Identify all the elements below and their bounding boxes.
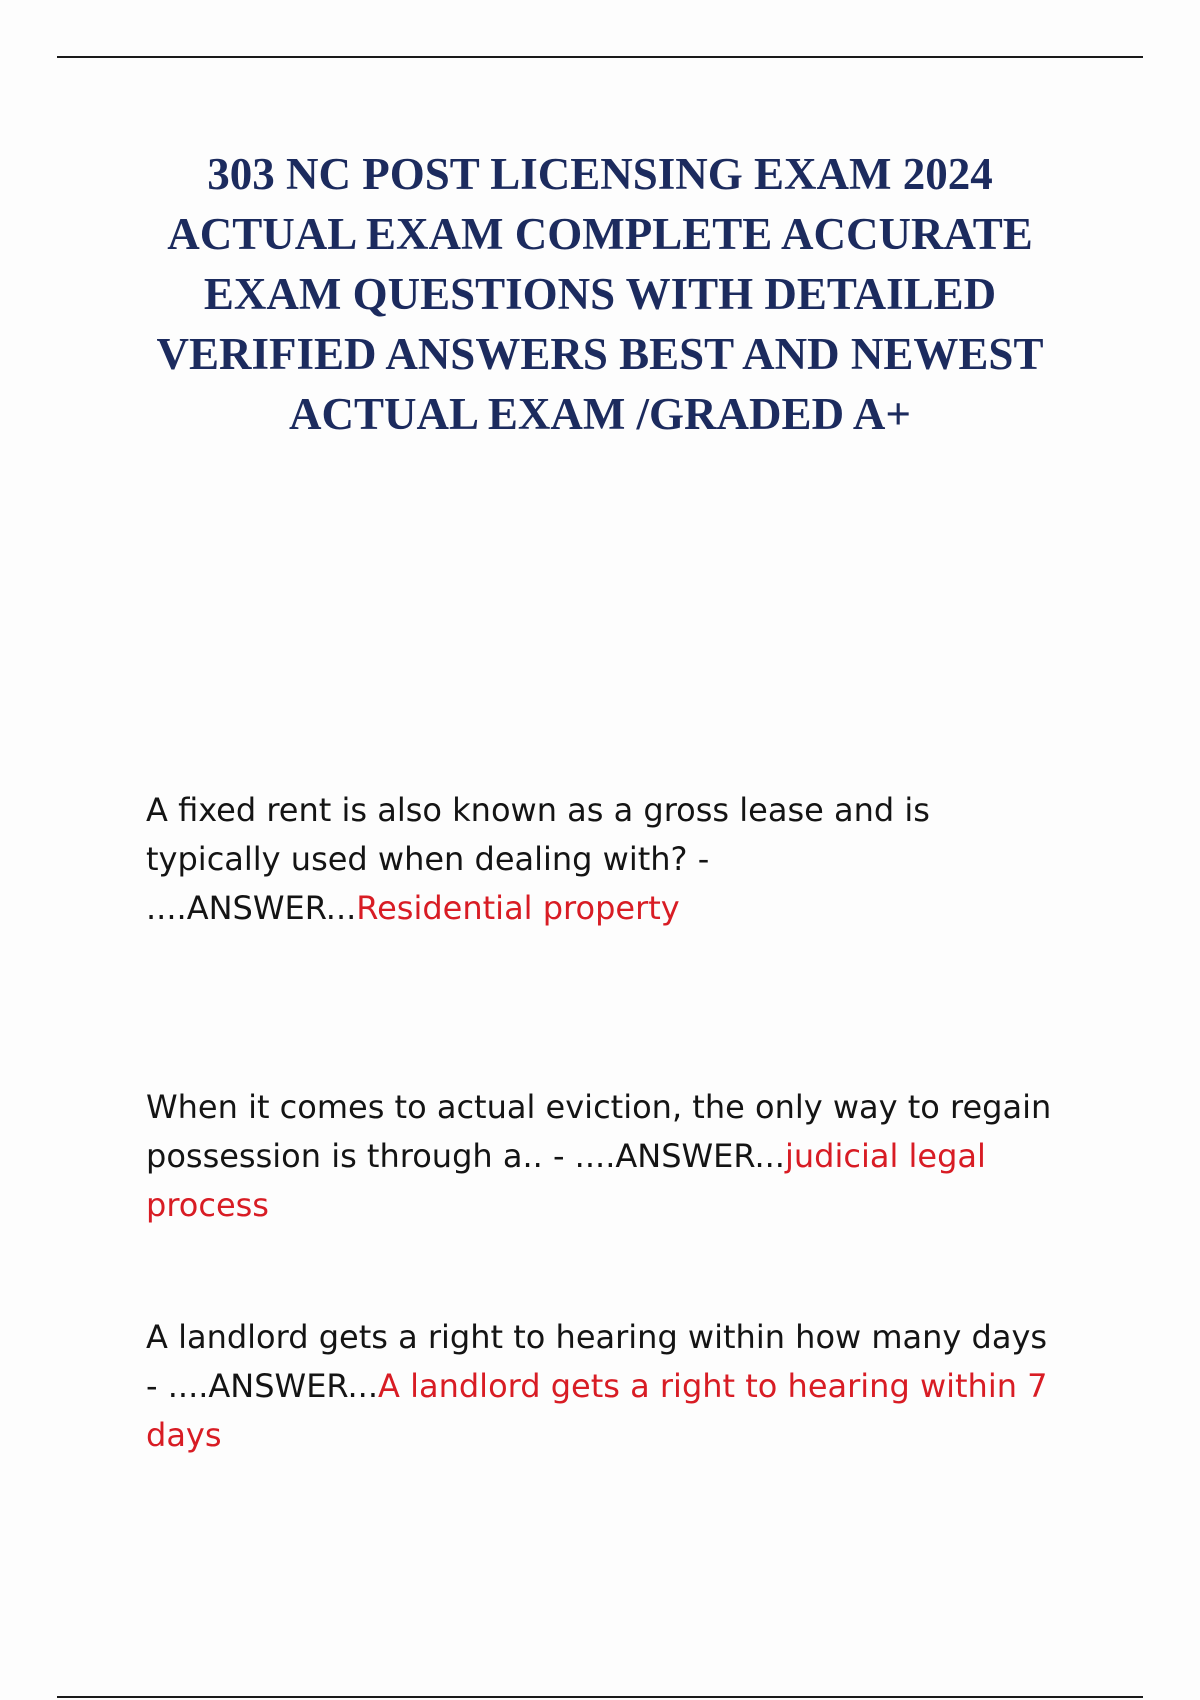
question-text: When it comes to actual eviction, the only way to regain possession is through a.. - [146, 1088, 1052, 1175]
qa-item [146, 1083, 1066, 1230]
answer-prefix: ....ANSWER... [167, 1367, 379, 1405]
top-rule [57, 56, 1143, 58]
answer-prefix: ....ANSWER... [146, 889, 357, 927]
answer-text: A landlord gets a right to hearing within 7 days [146, 1367, 1048, 1454]
qa-item [146, 1313, 1066, 1460]
question-text: A landlord gets a right to hearing within how many days - [146, 1318, 1048, 1405]
qa-item [146, 786, 1066, 933]
question-text: A fixed rent is also known as a gross lease and is typically used when dealing with? - [146, 791, 930, 878]
answer-text: judicial legal process [146, 1137, 986, 1224]
document-title: 303 NC POST LICENSING EXAM 2024 ACTUAL EXAM COMPLETE ACCURATE EXAM QUESTIONS WITH DETAILED VERIFIED ANSWERS BEST AND NEWEST ACTUAL EXAM /GRADED A+ [156, 149, 1044, 439]
bottom-rule [57, 1696, 1143, 1698]
answer-prefix: ....ANSWER... [574, 1137, 785, 1175]
answer-text: Residential property [356, 889, 680, 927]
